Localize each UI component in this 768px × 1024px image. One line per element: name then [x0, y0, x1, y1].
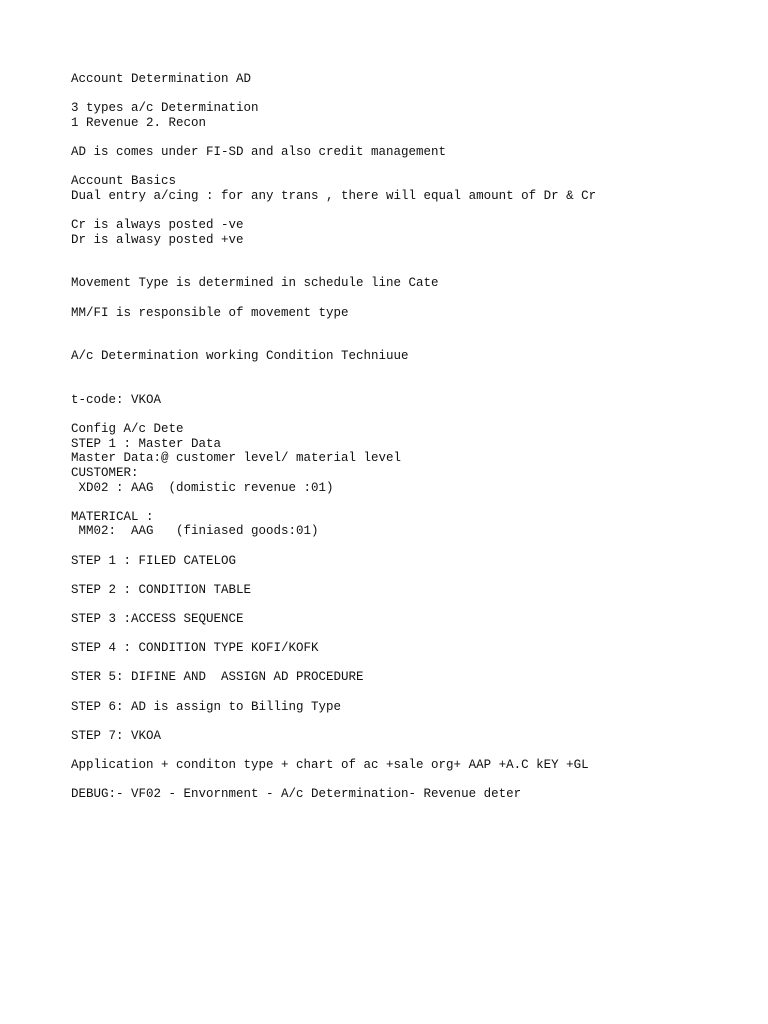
blank-line: [71, 364, 751, 379]
blank-line: [71, 539, 751, 554]
blank-line: [71, 773, 751, 788]
blank-line: [71, 714, 751, 729]
text-line: AD is comes under FI-SD and also credit management: [71, 144, 447, 159]
blank-line: [71, 685, 751, 700]
text-line: Dr is alwasy posted +ve: [71, 232, 244, 247]
text-line: Application + conditon type + chart of ac +sale org+ AAP +A.C kEY +GL: [71, 757, 589, 772]
blank-line: [71, 627, 751, 642]
text-line: MM/FI is responsible of movement type: [71, 305, 349, 320]
text-line: Master Data:@ customer level/ material level: [71, 451, 402, 466]
step-line: STEP 3 :ACCESS SEQUENCE: [71, 611, 244, 626]
step-line: STEP 6: AD is assign to Billing Type: [71, 699, 342, 714]
text-line: MM02: AAG (finiased goods:01): [71, 524, 319, 539]
blank-line: [71, 130, 751, 145]
text-line: Cr is always posted -ve: [71, 217, 244, 232]
blank-line: [71, 656, 751, 671]
doc-title: Account Determination AD: [71, 72, 252, 86]
debug-line: DEBUG:- VF02 - Envornment - A/c Determination- Revenue deter: [71, 787, 522, 802]
blank-line: [71, 743, 751, 758]
step-line: STEP 7: VKOA: [71, 728, 162, 743]
blank-line: [71, 408, 751, 423]
text-line: 1 Revenue 2. Recon: [71, 115, 207, 130]
step-line: STEP 4 : CONDITION TYPE KOFI/KOFK: [71, 641, 319, 656]
blank-line: [71, 597, 751, 612]
section-heading: Account Basics: [71, 174, 177, 189]
blank-line: [71, 291, 751, 306]
text-line: Dual entry a/cing : for any trans , there will equal amount of Dr & Cr: [71, 188, 597, 203]
step-line: STEP 1 : FILED CATELOG: [71, 553, 237, 568]
blank-line: [71, 160, 751, 175]
blank-line: [71, 378, 751, 393]
blank-line: [71, 87, 751, 102]
step-line: STER 5: DIFINE AND ASSIGN AD PROCEDURE: [71, 670, 364, 685]
tcode-line: t-code: VKOA: [71, 393, 162, 408]
step-line: STEP 2 : CONDITION TABLE: [71, 582, 252, 597]
blank-line: [71, 320, 751, 335]
step-line: STEP 1 : Master Data: [71, 436, 222, 451]
text-line: 3 types a/c Determination: [71, 101, 259, 116]
text-line: Config A/c Dete: [71, 422, 184, 437]
blank-line: [71, 568, 751, 583]
document-page: [71, 72, 751, 802]
blank-line: [71, 203, 751, 218]
blank-line: [71, 495, 751, 510]
text-line: CUSTOMER:: [71, 466, 139, 481]
blank-line: [71, 262, 751, 277]
text-line: A/c Determination working Condition Techniuue: [71, 349, 409, 364]
text-line: MATERICAL :: [71, 509, 154, 524]
blank-line: [71, 335, 751, 350]
text-line: XD02 : AAG (domistic revenue :01): [71, 480, 334, 495]
text-line: Movement Type is determined in schedule line Cate: [71, 276, 439, 291]
blank-line: [71, 247, 751, 262]
